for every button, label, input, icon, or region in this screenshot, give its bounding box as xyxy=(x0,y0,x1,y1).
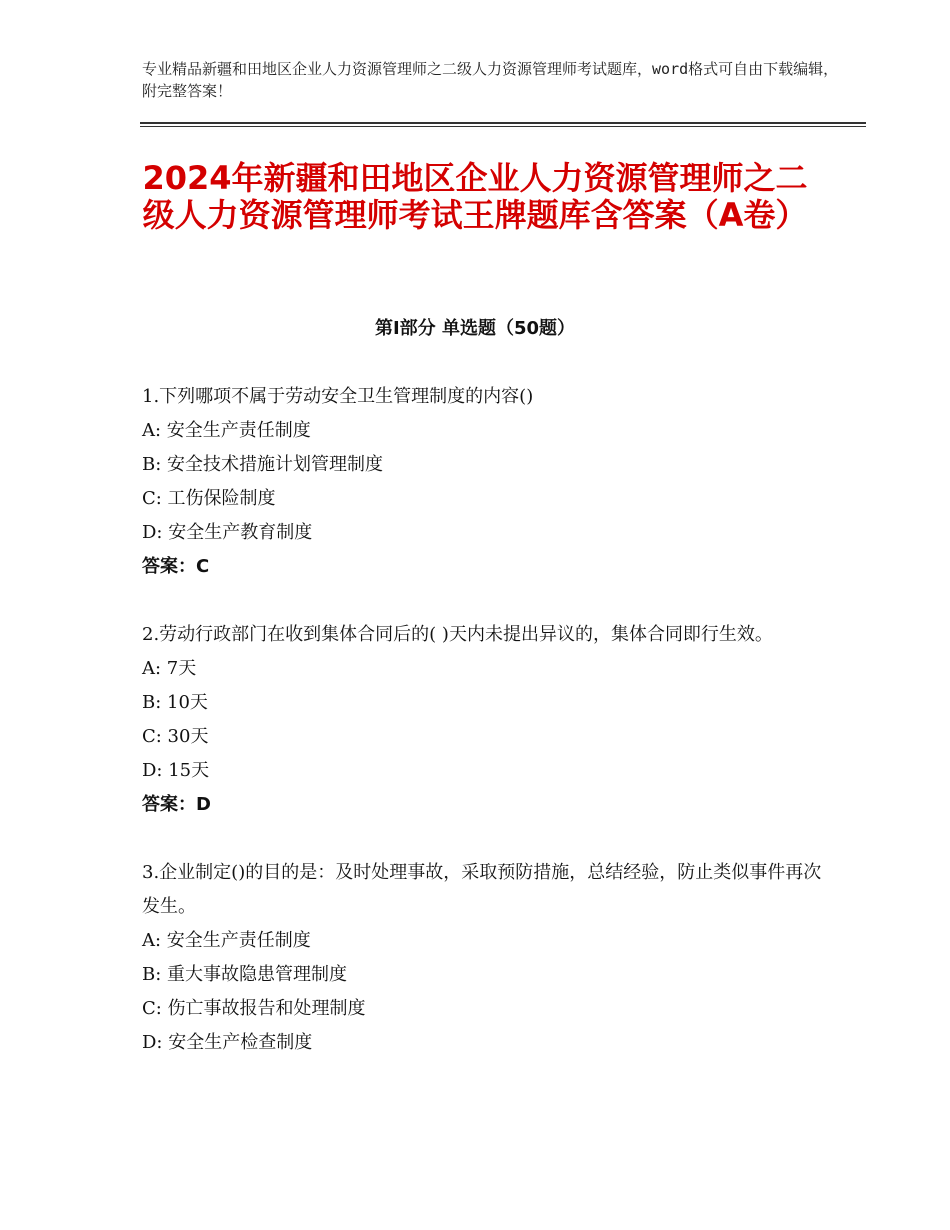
answer-label: 答案：C xyxy=(142,556,210,577)
option-a: A: 7天 xyxy=(142,658,197,679)
answer-label: 答案：D xyxy=(142,794,211,815)
option-b: B: 安全技术措施计划管理制度 xyxy=(142,454,384,475)
option-d: D: 安全生产教育制度 xyxy=(142,522,313,543)
option-a: A: 安全生产责任制度 xyxy=(142,420,311,441)
option-c: C: 30天 xyxy=(142,726,209,747)
question-2 xyxy=(142,618,822,822)
question-stem: 1.下列哪项不属于劳动安全卫生管理制度的内容() xyxy=(142,386,534,407)
document-title: 2024年新疆和田地区企业人力资源管理师之二级人力资源管理师考试王牌题库含答案（A卷） xyxy=(142,159,808,234)
header-note: 专业精品新疆和田地区企业人力资源管理师之二级人力资源管理师考试题库，word格式可自由下载编辑，附完整答案！ xyxy=(142,60,839,100)
option-a: A: 安全生产责任制度 xyxy=(142,930,311,951)
option-c: C: 伤亡事故报告和处理制度 xyxy=(142,998,366,1019)
header-divider-thick xyxy=(140,122,866,124)
question-list xyxy=(142,380,822,1094)
option-b: B: 10天 xyxy=(142,692,208,713)
section-heading: 第Ⅰ部分 单选题（50题） xyxy=(374,318,575,339)
question-1 xyxy=(142,380,822,584)
option-d: D: 安全生产检查制度 xyxy=(142,1032,313,1053)
option-d: D: 15天 xyxy=(142,760,210,781)
option-b: B: 重大事故隐患管理制度 xyxy=(142,964,348,985)
option-c: C: 工伤保险制度 xyxy=(142,488,276,509)
question-stem: 2.劳动行政部门在收到集体合同后的( )天内未提出异议的，集体合同即行生效。 xyxy=(142,624,773,645)
question-stem: 3.企业制定()的目的是：及时处理事故，采取预防措施，总结经验，防止类似事件再次发生。 xyxy=(142,862,822,917)
question-3 xyxy=(142,856,822,1060)
header-divider-thin xyxy=(140,126,866,127)
